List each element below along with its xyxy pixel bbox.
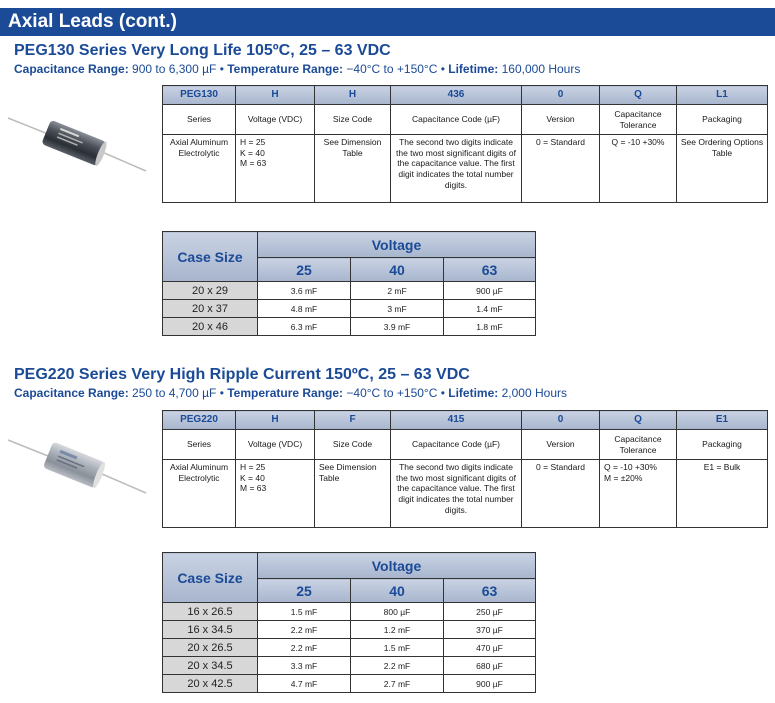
detail-size: See Dimension Table: [315, 460, 391, 528]
case-size-label: 20 x 26.5: [163, 639, 258, 657]
capacitance-value: 1.5 mF: [258, 603, 351, 621]
case-size-label: 20 x 34.5: [163, 657, 258, 675]
header-capacitance: Capacitance Code (µF): [391, 105, 522, 135]
code-capacitance: 436: [391, 86, 522, 105]
code-size: F: [315, 411, 391, 430]
cap-range-value: 900 to 6,300 µF: [132, 62, 217, 76]
capacitance-value: 2.7 mF: [351, 675, 444, 693]
header-version: Version: [522, 105, 600, 135]
detail-tolerance: Q = -10 +30% M = ±20%: [600, 460, 677, 528]
capacitance-value: 800 µF: [351, 603, 444, 621]
code-packaging: E1: [677, 411, 768, 430]
case-size-table-peg130: [162, 231, 536, 336]
detail-capacitance: The second two digits indicate the two most significant digits of the capacitance value. The first digit indicates the total number digits.: [391, 460, 522, 528]
detail-packaging: E1 = Bulk: [677, 460, 768, 528]
table-row: [163, 657, 536, 675]
temp-range-value: −40°C to +150°C: [346, 62, 438, 76]
table-row: [163, 318, 536, 336]
capacitance-value: 1.5 mF: [351, 639, 444, 657]
lifetime-label: Lifetime:: [448, 62, 499, 76]
spec-separator: •: [216, 386, 228, 400]
code-version: 0: [522, 86, 600, 105]
header-packaging: Packaging: [677, 430, 768, 460]
header-capacitance: Capacitance Code (µF): [391, 430, 522, 460]
code-size: H: [315, 86, 391, 105]
spec-separator: •: [437, 386, 449, 400]
table-row: [163, 675, 536, 693]
header-version: Version: [522, 430, 600, 460]
capacitance-value: 3.3 mF: [258, 657, 351, 675]
capacitance-value: 250 µF: [444, 603, 536, 621]
cap-range-label: Capacitance Range:: [14, 386, 129, 400]
header-tolerance: Capacitance Tolerance: [600, 430, 677, 460]
voltage-40-header: 40: [351, 258, 444, 282]
voltage-63-header: 63: [444, 579, 536, 603]
table-row: [163, 621, 536, 639]
case-size-header: Case Size: [163, 232, 258, 282]
case-size-label: 20 x 29: [163, 282, 258, 300]
series-specs-peg130: [14, 62, 580, 76]
case-size-label: 20 x 46: [163, 318, 258, 336]
capacitance-value: 3.9 mF: [351, 318, 444, 336]
capacitance-value: 1.2 mF: [351, 621, 444, 639]
capacitance-value: 900 µF: [444, 675, 536, 693]
table-row: [163, 603, 536, 621]
header-size: Size Code: [315, 105, 391, 135]
cap-range-value: 250 to 4,700 µF: [132, 386, 217, 400]
header-packaging: Packaging: [677, 105, 768, 135]
capacitance-value: 1.8 mF: [444, 318, 536, 336]
detail-packaging: See Ordering Options Table: [677, 135, 768, 203]
code-series: PEG130: [163, 86, 236, 105]
part-number-table-peg130: [162, 85, 768, 203]
detail-series: Axial Aluminum Electrolytic: [163, 135, 236, 203]
lifetime-value: 160,000 Hours: [501, 62, 581, 76]
spec-separator: •: [437, 62, 449, 76]
capacitance-value: 900 µF: [444, 282, 536, 300]
detail-capacitance: The second two digits indicate the two most significant digits of the capacitance value. The first digit indicates the total number digits.: [391, 135, 522, 203]
header-tolerance: Capacitance Tolerance: [600, 105, 677, 135]
spec-separator: •: [216, 62, 228, 76]
header-voltage: Voltage (VDC): [236, 105, 315, 135]
table-row: [163, 282, 536, 300]
capacitance-value: 2.2 mF: [351, 657, 444, 675]
axial-capacitor-image: [6, 430, 156, 505]
detail-voltage: H = 25 K = 40 M = 63: [236, 135, 315, 203]
voltage-header: Voltage: [258, 553, 536, 579]
capacitance-value: 470 µF: [444, 639, 536, 657]
code-tolerance: Q: [600, 411, 677, 430]
capacitance-value: 6.3 mF: [258, 318, 351, 336]
capacitance-value: 4.7 mF: [258, 675, 351, 693]
cap-range-label: Capacitance Range:: [14, 62, 129, 76]
temp-range-value: −40°C to +150°C: [346, 386, 438, 400]
case-size-label: 20 x 42.5: [163, 675, 258, 693]
code-voltage: H: [236, 86, 315, 105]
voltage-40-header: 40: [351, 579, 444, 603]
header-size: Size Code: [315, 430, 391, 460]
capacitance-value: 2.2 mF: [258, 639, 351, 657]
lifetime-value: 2,000 Hours: [501, 386, 567, 400]
case-size-label: 16 x 26.5: [163, 603, 258, 621]
capacitance-value: 2 mF: [351, 282, 444, 300]
axial-capacitor-image: [6, 108, 156, 183]
table-row: [163, 639, 536, 657]
detail-voltage: H = 25 K = 40 M = 63: [236, 460, 315, 528]
part-number-table-peg220: [162, 410, 768, 528]
capacitance-value: 4.8 mF: [258, 300, 351, 318]
series-title-peg130: PEG130 Series Very Long Life 105ºC, 25 – 63 VDC: [14, 42, 391, 59]
capacitance-value: 680 µF: [444, 657, 536, 675]
code-packaging: L1: [677, 86, 768, 105]
header-series: Series: [163, 430, 236, 460]
capacitance-value: 370 µF: [444, 621, 536, 639]
table-row: [163, 300, 536, 318]
detail-version: 0 = Standard: [522, 135, 600, 203]
lifetime-label: Lifetime:: [448, 386, 499, 400]
capacitance-value: 3 mF: [351, 300, 444, 318]
voltage-25-header: 25: [258, 258, 351, 282]
detail-size: See Dimension Table: [315, 135, 391, 203]
capacitance-value: 2.2 mF: [258, 621, 351, 639]
voltage-63-header: 63: [444, 258, 536, 282]
detail-tolerance: Q = -10 +30%: [600, 135, 677, 203]
code-voltage: H: [236, 411, 315, 430]
series-specs-peg220: [14, 386, 567, 400]
code-capacitance: 415: [391, 411, 522, 430]
capacitance-value: 3.6 mF: [258, 282, 351, 300]
code-tolerance: Q: [600, 86, 677, 105]
detail-series: Axial Aluminum Electrolytic: [163, 460, 236, 528]
code-version: 0: [522, 411, 600, 430]
detail-version: 0 = Standard: [522, 460, 600, 528]
temp-range-label: Temperature Range:: [227, 62, 344, 76]
header-voltage: Voltage (VDC): [236, 430, 315, 460]
case-size-header: Case Size: [163, 553, 258, 603]
series-title-peg220: PEG220 Series Very High Ripple Current 150ºC, 25 – 63 VDC: [14, 366, 470, 383]
code-series: PEG220: [163, 411, 236, 430]
case-size-table-peg220: [162, 552, 536, 693]
capacitance-value: 1.4 mF: [444, 300, 536, 318]
temp-range-label: Temperature Range:: [227, 386, 344, 400]
voltage-header: Voltage: [258, 232, 536, 258]
case-size-label: 16 x 34.5: [163, 621, 258, 639]
header-series: Series: [163, 105, 236, 135]
page-title: Axial Leads (cont.): [0, 8, 775, 36]
voltage-25-header: 25: [258, 579, 351, 603]
case-size-label: 20 x 37: [163, 300, 258, 318]
